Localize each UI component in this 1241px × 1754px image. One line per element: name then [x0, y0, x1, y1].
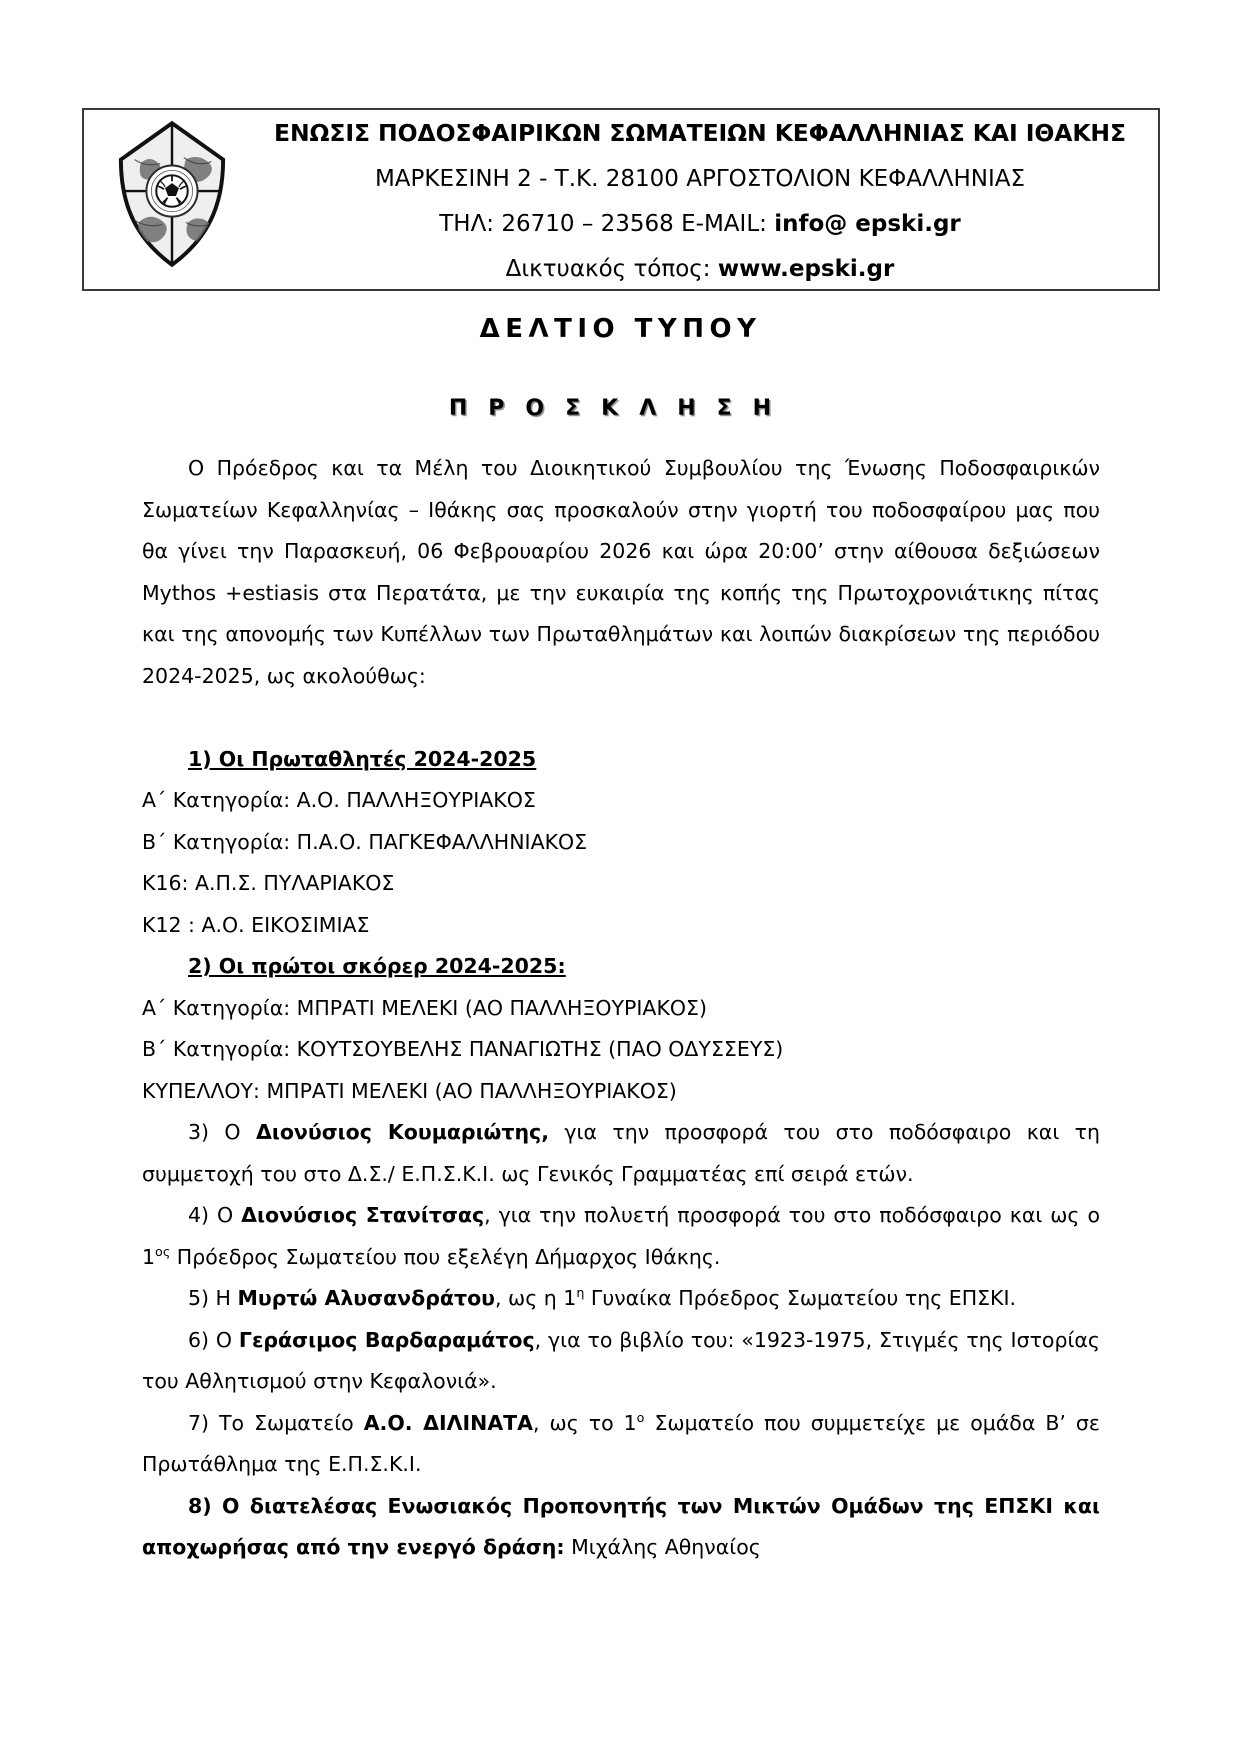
- intro-paragraph: Ο Πρόεδρος και τα Μέλη του Διοικητικού Συμβουλίου της Ένωσης Ποδοσφαιρικών Σωματείων Κεφαλληνίας – Ιθάκης σας προσκαλούν στην γιορτή του ποδοσφαίρου μας που θα γίνει την Παρασκευή, 06 Φεβρουαρίου 2026 και ώρα 20:00’ στην αίθουσα δεξιώσεων Mythos +estiasis στα Περατάτα, με την ευκαιρία της κοπής της Πρωτοχρονιάτικης πίτας και της απονομής των Κυπέλλων των Πρωταθλημάτων και λοιπών διακρίσεων της περιόδου 2024-2025, ως ακολούθως:: [142, 456, 1100, 688]
- section-1-item-1: Β΄ Κατηγορία: Π.Α.Ο. ΠΑΓΚΕΦΑΛΛΗΝΙΑΚΟΣ: [142, 829, 588, 854]
- item-8-paragraph: [142, 1486, 1100, 1569]
- item-8-rest: Μιχάλης Αθηναίος: [564, 1535, 761, 1559]
- document-body: [142, 448, 1100, 1569]
- crest-logo-icon: [113, 120, 231, 268]
- item-6-prefix: 6) Ο: [188, 1327, 239, 1352]
- item-8-bold: 8) Ο διατελέσας Ενωσιακός Προπονητής των Μικτών Ομάδων της ΕΠΣΚΙ και αποχωρήσας από την ενεργό δράση:: [142, 1493, 1100, 1559]
- item-3-name: Διονύσιος Κουμαριώτης,: [255, 1120, 549, 1144]
- phone-label: ΤΗΛ: 26710 – 23568 E-MAIL:: [439, 210, 775, 237]
- item-4-prefix: 4) Ο: [188, 1203, 242, 1227]
- item-7-mid: , ως το 1: [533, 1410, 637, 1435]
- section-2-heading: [142, 946, 1100, 988]
- organization-website: [505, 255, 895, 282]
- item-7-rest: Σωματείο που συμμετείχε με ομάδα Β’ σε Πρωτάθλημα της Ε.Π.Σ.Κ.Ι.: [142, 1410, 1100, 1476]
- item-4-paragraph: [142, 1195, 1100, 1278]
- item-7-prefix: 7) Το Σωματείο: [188, 1410, 364, 1435]
- spacer: [142, 697, 1100, 739]
- section-2-item-2: ΚΥΠΕΛΛΟΥ: ΜΠΡΑΤΙ ΜΕΛΕΚΙ (ΑΟ ΠΑΛΛΗΞΟΥΡΙΑΚΟΣ): [142, 1078, 677, 1103]
- letterhead-text: [256, 116, 1154, 281]
- website-label: Δικτυακός τόπος:: [505, 255, 718, 282]
- section-2-item-0: Α΄ Κατηγορία: ΜΠΡΑΤΙ ΜΕΛΕΚΙ (ΑΟ ΠΑΛΛΗΞΟΥΡΙΑΚΟΣ): [142, 995, 707, 1020]
- item-4-sup: ος: [155, 1243, 171, 1259]
- item-4-mid: , για την πολυετή προσφορά του στο ποδόσφαιρο και ως ο 1: [142, 1203, 1100, 1269]
- organization-title: ΕΝΩΣΙΣ ΠΟΔΟΣΦΑΙΡΙΚΩΝ ΣΩΜΑΤΕΙΩΝ ΚΕΦΑΛΛΗΝΙΑΣ ΚΑΙ ΙΘΑΚΗΣ: [274, 119, 1126, 147]
- item-5-mid: , ως η 1: [495, 1286, 577, 1310]
- item-7-paragraph: [142, 1403, 1100, 1486]
- section-2-item-1: Β΄ Κατηγορία: ΚΟΥΤΣΟΥΒΕΛΗΣ ΠΑΝΑΓΙΩΤΗΣ (ΠΑΟ ΟΔΥΣΣΕΥΣ): [142, 1037, 784, 1061]
- letterhead-header: [82, 108, 1160, 291]
- item-3-prefix: 3) Ο: [188, 1120, 256, 1144]
- item-5-name: Μυρτώ Αλυσανδράτου: [237, 1286, 496, 1310]
- section-1-item-2: Κ16: Α.Π.Σ. ΠΥΛΑΡΙΑΚΟΣ: [142, 871, 395, 895]
- item-6-name: Γεράσιμος Βαρδαραμάτος: [238, 1327, 535, 1352]
- organization-contact: [439, 210, 961, 237]
- section-1-item-3: Κ12 : Α.Ο. ΕΙΚΟΣΙΜΙΑΣ: [142, 912, 370, 937]
- item-7-sup: ο: [636, 1409, 645, 1425]
- logo-cell: [88, 116, 256, 281]
- item-5-rest: Γυναίκα Πρόεδρος Σωματείου της ΕΠΣΚΙ.: [584, 1286, 1017, 1310]
- section-1-heading: [142, 739, 1100, 781]
- website-value[interactable]: www.epski.gr: [717, 255, 895, 282]
- item-3-rest: για την προσφορά του στο ποδόσφαιρο και τη συμμετοχή του στο Δ.Σ./ Ε.Π.Σ.Κ.Ι. ως Γενικός Γραμματέας επί σειρά ετών.: [142, 1120, 1100, 1186]
- item-3-paragraph: [142, 1112, 1100, 1195]
- item-5-paragraph: [142, 1278, 1100, 1320]
- item-5-prefix: 5) Η: [188, 1286, 238, 1310]
- page-title: ΔΕΛΤΙΟ ΤΥΠΟΥ: [479, 314, 762, 344]
- section-1-heading-text: 1) Οι Πρωταθλητές 2024-2025: [188, 746, 537, 771]
- email-value[interactable]: info@ epski.gr: [774, 210, 961, 237]
- organization-address: ΜΑΡΚΕΣΙΝΗ 2 - Τ.Κ. 28100 ΑΡΓΟΣΤΟΛΙΟΝ ΚΕΦΑΛΛΗΝΙΑΣ: [374, 165, 1026, 192]
- section-1-item-0: Α΄ Κατηγορία: Α.Ο. ΠΑΛΛΗΞΟΥΡΙΑΚΟΣ: [142, 788, 536, 812]
- item-4-name: Διονύσιος Στανίτσας: [241, 1203, 485, 1227]
- item-7-name: Α.Ο. ΔΙΛΙΝΑΤΑ: [363, 1410, 534, 1435]
- item-6-rest: , για το βιβλίο του: «1923-1975, Στιγμές της Ιστορίας του Αθλητισμού στην Κεφαλονιά».: [142, 1327, 1100, 1393]
- section-2-heading-text: 2) Οι πρώτοι σκόρερ 2024-2025:: [188, 954, 566, 978]
- page-subtitle: ΠΡΟΣΚΛΗΣΗ: [448, 396, 793, 421]
- item-6-paragraph: [142, 1320, 1100, 1403]
- item-4-rest: Πρόεδρος Σωματείου που εξελέγη Δήμαρχος Ιθάκης.: [170, 1244, 721, 1269]
- item-5-sup: η: [576, 1285, 585, 1301]
